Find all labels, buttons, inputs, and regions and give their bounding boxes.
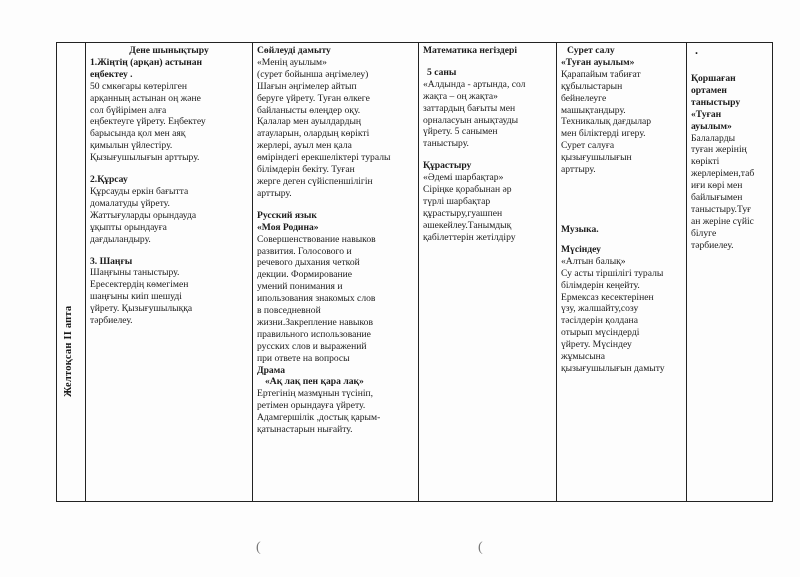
russian-line: развития. Голосового и (257, 245, 352, 257)
pe-section1-title: 1.Жіңтің (арқан) астынан (90, 56, 203, 68)
pe-section3-line: тәрбиелеу. (90, 315, 133, 327)
modelling-topic: «Алтын балық» (561, 255, 626, 267)
drama-line: Адамгершілік ,достық қарым- (257, 412, 381, 424)
pe-section1-line: еңбектеуге үйрету. Еңбектеу (90, 116, 206, 128)
math-line: жақта – оң жақта» (423, 90, 498, 102)
drama-line: ретімен орындауға үйрету. (257, 400, 366, 412)
construction-line: түрлі шарбақтар (423, 195, 491, 207)
russian-line: речевого дыхания четкой (257, 257, 360, 269)
construction-line: әшекейлеу.Танымдық (423, 219, 512, 231)
drawing-line: арттыру. (561, 164, 596, 176)
pe-section1-line: сол бүйірімен алға (90, 104, 167, 116)
environment-line: байлығымен (691, 192, 743, 204)
math-cell (418, 43, 556, 501)
physical-education-cell (85, 43, 252, 501)
environment-cell (686, 43, 772, 501)
environment-heading-3: таныстыру (691, 96, 741, 108)
drawing-line: Қарапайым табиғат (561, 68, 641, 80)
modelling-line: Су асты тіршілігі туралы (561, 267, 664, 279)
modelling-line: отырып мүсіндерді (561, 327, 640, 339)
russian-line: Совершенствование навыков (257, 233, 376, 245)
drawing-music-cell (556, 43, 686, 501)
drama-line: қатынастарын нығайту. (257, 424, 353, 436)
environment-line: туған жерінің (691, 144, 747, 156)
russian-line: в повседневной (257, 305, 321, 317)
drawing-topic: «Туған ауылым» (561, 56, 635, 68)
pe-section2-line: ұқыпты орындауға (90, 221, 167, 233)
environment-dot: . (695, 43, 698, 57)
russian-line: умений понимания и (257, 281, 343, 293)
environment-topic-1: «Туған (691, 108, 722, 120)
speech-line: білімдерін бекіту. Туған (257, 164, 355, 176)
pe-section3-line: Ересектердің көмегімен (90, 279, 189, 291)
speech-line: өміріндегі ерекшеліктері туралы (257, 152, 391, 164)
drama-heading: Драма (257, 364, 285, 376)
construction-topic: «Әдемі шарбақтар» (423, 172, 504, 184)
drama-topic: «Ақ лақ пен қара лақ» (265, 376, 364, 388)
modelling-line: үйрету. Мүсіндеу (561, 339, 632, 351)
modelling-line: тәсілдерін қолдана (561, 315, 638, 327)
math-line: үйрету. 5 санымен (423, 126, 498, 138)
math-topic: 5 саны (427, 66, 457, 78)
environment-line: жерлерімен,таб (691, 168, 755, 180)
russian-line: при ответе на вопросы (257, 352, 350, 364)
environment-heading-2: ортамен (691, 84, 727, 96)
pe-section1-line: Қызығушылығын арттыру. (90, 152, 200, 164)
environment-line: таныстыру.Туғ (691, 203, 752, 215)
math-line: «Алдында - артында, сол (423, 78, 526, 90)
schedule-table (56, 42, 773, 502)
pe-section3-line: үйрету. Қызығушылыққа (90, 303, 193, 315)
russian-line: ипользования знакомых слов (257, 293, 376, 305)
modelling-heading: Мүсіндеу (561, 243, 601, 255)
week-label: Желтоқсан ІІ апта (63, 305, 74, 397)
pe-section2-title: 2.Құрсау (90, 174, 128, 186)
modelling-line: жұмысына (561, 351, 606, 363)
speech-line: жерге деген сүйіспеншілігін (257, 175, 373, 187)
russian-line: декции. Формирование (257, 269, 353, 281)
russian-line: жизни.Закрепление навыков (257, 316, 373, 328)
modelling-line: қызығушылығын дамыту (561, 362, 665, 374)
speech-line: жерлері, ауыл мен қала (257, 140, 352, 152)
russian-line: русских слов и выражений (257, 340, 367, 352)
drama-line: Ертегінің мазмұнын түсініп, (257, 388, 374, 400)
construction-line: Сіріңке қорабынан әр (423, 184, 512, 196)
pe-section2-line: дағдыландыру. (90, 233, 151, 245)
pe-section1-title-cont: еңбектеу . (90, 68, 133, 80)
environment-topic-2: ауылым» (691, 120, 732, 132)
speech-line: беруге үйрету. Туған өлкеге (257, 92, 370, 104)
russian-topic: «Моя Родина» (257, 221, 319, 233)
russian-heading: Русский язык (257, 209, 317, 221)
music-heading: Музыка. (561, 223, 599, 235)
drawing-line: Техникалық дағдылар (561, 116, 652, 128)
environment-line: иғи көрі мен (691, 180, 743, 192)
pe-section1-line: қимылын үйлестіру. (90, 140, 173, 152)
speech-topic: «Менің ауылым» (257, 56, 327, 68)
environment-line: ан жеріне сүйіс (691, 215, 754, 227)
drawing-line: мен біліктерді игеру. (561, 128, 646, 140)
speech-line: Қалалар мен ауылдардың (257, 116, 362, 128)
speech-line: арттыру. (257, 187, 292, 199)
pe-section3-line: Шаңғыны таныстыру. (90, 267, 180, 279)
math-heading: Математика негіздері (423, 45, 518, 56)
drawing-line: бейнелеуге (561, 92, 607, 104)
pe-section2-line: домалатуды үйрету. (90, 197, 170, 209)
modelling-line: Ермексаз кесектерінен (561, 291, 654, 303)
drawing-line: қызығушылығын (561, 152, 632, 164)
pe-heading: Дене шынықтыру (129, 45, 209, 56)
pe-section1-line: барысында қол мен аяқ (90, 128, 186, 140)
modelling-line: білімдерін кеңейту. (561, 279, 640, 291)
pe-section3-line: шаңғыны киіп шешуді (90, 291, 182, 303)
speech-line: байланысты өлеңдер оқу. (257, 104, 361, 116)
environment-line: Балаларды (691, 132, 736, 144)
math-line: орналасуын анықтауды (423, 114, 519, 126)
environment-heading-1: Қоршаған (691, 73, 736, 84)
speech-heading: Сөйлеуді дамыту (257, 45, 331, 56)
russian-line: правильного использование (257, 328, 371, 340)
pe-section2-line: Жаттығуларды орындауда (90, 209, 197, 221)
speech-development-cell (252, 43, 418, 501)
math-line: заттардың бағыты мен (423, 102, 516, 114)
scan-mark: ( (256, 540, 261, 555)
environment-line: тәрбиелеу. (691, 239, 734, 251)
speech-line: атауларын, олардың көрікті (257, 128, 370, 140)
scan-mark: ( (478, 540, 483, 555)
pe-section1-line: арқанның астынан оң және (90, 92, 201, 104)
construction-line: қабілеттерін жетілдіру (423, 231, 516, 243)
pe-section1-line: 50 смкөгары көтерілген (90, 80, 187, 92)
environment-line: білуге (691, 227, 717, 239)
pe-section3-title: 3. Шаңғы (90, 255, 133, 267)
drawing-heading: Сурет салу (567, 45, 615, 56)
drawing-line: машықтандыру. (561, 104, 626, 116)
modelling-line: үзу, жалшайту,созу (561, 303, 639, 315)
drawing-line: құбылыстарын (561, 80, 623, 92)
speech-line: Шағын әңгімелер айтып (257, 80, 357, 92)
math-line: таныстыру. (423, 138, 469, 150)
environment-line: көрікті (691, 156, 720, 168)
speech-topic-note: (сурет бойынша әңгімелеу) (257, 68, 369, 80)
week-label-cell (57, 43, 85, 501)
construction-heading: Құрастыру (423, 160, 472, 172)
construction-line: құрастыру,гуашпен (423, 207, 503, 219)
pe-section2-line: Құрсауды еркін бағытта (90, 185, 189, 197)
drawing-line: Сурет салуға (561, 140, 615, 152)
